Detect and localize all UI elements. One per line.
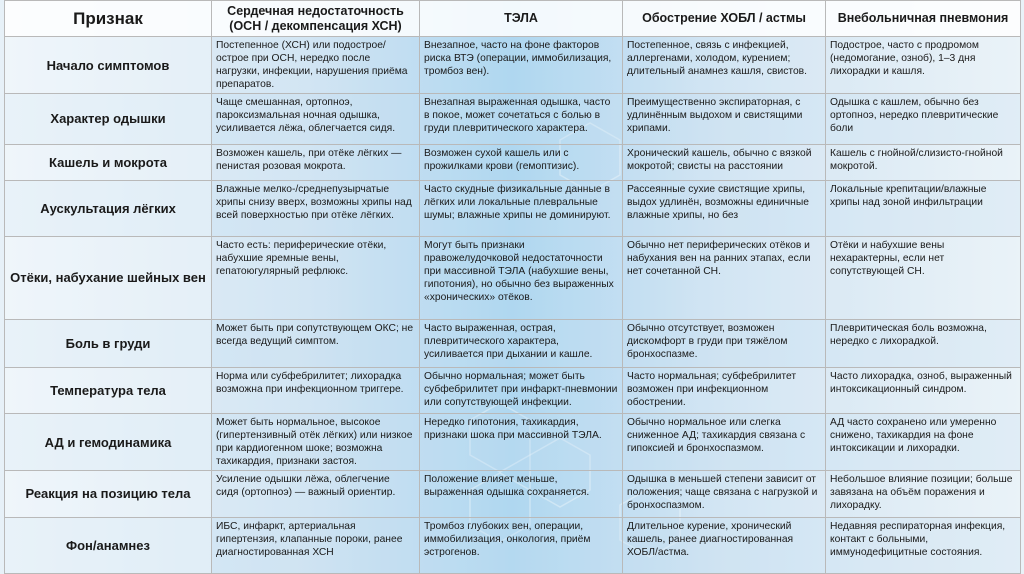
table-cell: Постепенное, связь с инфекцией, аллергенами, холодом, курением; длительный анамнез кашля, свистов.: [623, 37, 826, 94]
table-cell: Постепенное (ХСН) или подострое/острое при ОСН, нередко после нагрузки, инфекции, нарушения приёма препаратов.: [212, 37, 420, 94]
table-cell: Может быть при сопутствующем ОКС; не всегда ведущий симптом.: [212, 319, 420, 367]
table-cell: Влажные мелко-/среднепузырчатые хрипы снизу вверх, возможны хрипы над всей поверхностью при отёке лёгких.: [212, 180, 420, 236]
row-label: АД и гемодинамика: [5, 414, 212, 471]
table-cell: Обычно отсутствует, возможен дискомфорт в груди при тяжёлом бронхоспазме.: [623, 319, 826, 367]
header-pneumonia: Внебольничная пневмония: [826, 1, 1021, 37]
header-feature: Признак: [5, 1, 212, 37]
table-cell: Часто нормальная; субфебрилитет возможен при инфекционном обострении.: [623, 367, 826, 413]
row-label: Температура тела: [5, 367, 212, 413]
header-copd-asthma: Обострение ХОБЛ / астмы: [623, 1, 826, 37]
table-cell: Норма или субфебрилитет; лихорадка возможна при инфекционном триггере.: [212, 367, 420, 413]
table-row: [5, 319, 1021, 367]
table-cell: Усиление одышки лёжа, облегчение сидя (ортопноэ) — важный ориентир.: [212, 471, 420, 517]
table-cell: Хронический кашель, обычно с вязкой мокротой; свисты на расстоянии: [623, 144, 826, 180]
table-cell: Отёки и набухшие вены нехарактерны, если нет сопутствующей СН.: [826, 237, 1021, 319]
table-cell: Часто лихорадка, озноб, выраженный интоксикационный синдром.: [826, 367, 1021, 413]
table-row: [5, 471, 1021, 517]
table-cell: Нередко гипотония, тахикардия, признаки шока при массивной ТЭЛА.: [420, 414, 623, 471]
row-label: Реакция на позицию тела: [5, 471, 212, 517]
header-pe: ТЭЛА: [420, 1, 623, 37]
table-cell: Чаще смешанная, ортопноэ, пароксизмальная ночная одышка, усиливается лёжа, облегчается сидя.: [212, 94, 420, 144]
comparison-table: [4, 0, 1021, 574]
table-cell: Внезапная выраженная одышка, часто в покое, может сочетаться с болью в груди плевритического характера.: [420, 94, 623, 144]
table-cell: Подострое, часто с продромом (недомогание, озноб), 1–3 дня лихорадки и кашля.: [826, 37, 1021, 94]
table-cell: Локальные крепитации/влажные хрипы над зоной инфильтрации: [826, 180, 1021, 236]
header-heart-failure: Сердечная недостаточность (ОСН / декомпенсация ХСН): [212, 1, 420, 37]
table-cell: Могут быть признаки правожелудочковой недостаточности при массивной ТЭЛА (набухшие вены, гипотония), но обычно без выраженных «хронических» отёков.: [420, 237, 623, 319]
table-cell: Обычно нет периферических отёков и набухания вен на ранних этапах, если нет сочетанной СН.: [623, 237, 826, 319]
table-row: [5, 94, 1021, 144]
table-cell: Небольшое влияние позиции; больше завязана на объём поражения и лихорадку.: [826, 471, 1021, 517]
table-row: [5, 237, 1021, 319]
row-label: Характер одышки: [5, 94, 212, 144]
table-row: [5, 414, 1021, 471]
table-cell: Внезапное, часто на фоне факторов риска ВТЭ (операции, иммобилизация, тромбоз вен).: [420, 37, 623, 94]
table-cell: Кашель с гнойной/слизисто-гнойной мокротой.: [826, 144, 1021, 180]
table-cell: Возможен кашель, при отёке лёгких — пенистая розовая мокрота.: [212, 144, 420, 180]
table-cell: АД часто сохранено или умеренно снижено, тахикардия на фоне интоксикации и лихорадки.: [826, 414, 1021, 471]
table-cell: Преимущественно экспираторная, с удлинённым выдохом и свистящими хрипами.: [623, 94, 826, 144]
row-label: Кашель и мокрота: [5, 144, 212, 180]
table-cell: Обычно нормальное или слегка сниженное АД; тахикардия связана с гипоксией и бронхоспазмом.: [623, 414, 826, 471]
table-cell: Одышка в меньшей степени зависит от положения; чаще связана с нагрузкой и бронхоспазмом.: [623, 471, 826, 517]
table-row: [5, 144, 1021, 180]
row-label: Боль в груди: [5, 319, 212, 367]
table-cell: Плевритическая боль возможна, нередко с лихорадкой.: [826, 319, 1021, 367]
table-row: [5, 517, 1021, 573]
table-cell: ИБС, инфаркт, артериальная гипертензия, клапанные пороки, ранее диагностированная ХСН: [212, 517, 420, 573]
table-cell: Одышка с кашлем, обычно без ортопноэ, нередко плевритические боли: [826, 94, 1021, 144]
table-cell: Часто выраженная, острая, плевритического характера, усиливается при дыхании и кашле.: [420, 319, 623, 367]
table-cell: Часто скудные физикальные данные в лёгких или локальные плевральные шумы; влажные хрипы не доминируют.: [420, 180, 623, 236]
row-label: Начало симптомов: [5, 37, 212, 94]
row-label: Фон/анамнез: [5, 517, 212, 573]
table-row: [5, 180, 1021, 236]
row-label: Отёки, набухание шейных вен: [5, 237, 212, 319]
table-row: [5, 367, 1021, 413]
table-cell: Обычно нормальная; может быть субфебрилитет при инфаркт-пневмонии или сопутствующей инфекции.: [420, 367, 623, 413]
table-cell: Тромбоз глубоких вен, операции, иммобилизация, онкология, приём эстрогенов.: [420, 517, 623, 573]
table-cell: Часто есть: периферические отёки, набухшие яремные вены, гепатоюгулярный рефлюкс.: [212, 237, 420, 319]
table-row: [5, 37, 1021, 94]
table-cell: Может быть нормальное, высокое (гипертензивный отёк лёгких) или низкое при кардиогенном шоке; возможна тахикардия, признаки застоя.: [212, 414, 420, 471]
row-label: Аускультация лёгких: [5, 180, 212, 236]
table-cell: Длительное курение, хронический кашель, ранее диагностированная ХОБЛ/астма.: [623, 517, 826, 573]
table-cell: Положение влияет меньше, выраженная одышка сохраняется.: [420, 471, 623, 517]
table-cell: Рассеянные сухие свистящие хрипы, выдох удлинён, возможны единичные влажные хрипы, но без: [623, 180, 826, 236]
table-cell: Возможен сухой кашель или с прожилками крови (гемоптизис).: [420, 144, 623, 180]
header-row: [5, 1, 1021, 37]
table-cell: Недавняя респираторная инфекция, контакт с больными, иммунодефицитные состояния.: [826, 517, 1021, 573]
